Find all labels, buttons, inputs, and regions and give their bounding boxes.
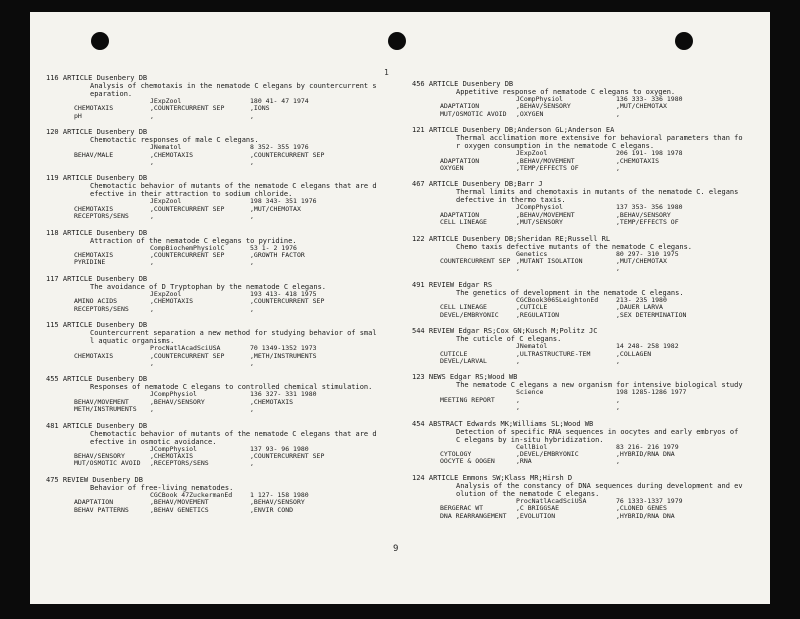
journal-name: JExpZool (150, 290, 182, 298)
keyword-row (412, 219, 764, 226)
keyword-row (46, 399, 402, 406)
keyword-row (412, 103, 764, 110)
entry-heading: 456 ARTICLE Dusenbery DB (412, 80, 514, 88)
entry-title: Thermal acclimation more extensive for behavioral parameters than fo r oxygen consumption in the nematode C elegans. (456, 134, 743, 151)
entry-heading: 123 NEWS Edgar RS;Wood WB (412, 373, 518, 382)
keyword-cell: BEHAV/SENSORY (74, 452, 125, 460)
page-number: 9 (393, 544, 399, 554)
entry-title: The nematode C elegans a new organism for intensive biological study (456, 381, 743, 390)
keyword-cell: ,MUT/CHEMOTAX (616, 258, 667, 266)
document-page (30, 12, 770, 604)
entry-title: Chemotactic behavior of mutants of the nematode C elegans that are d efective in their attraction to sodium chloride. (90, 182, 377, 199)
bibliography-entry (46, 476, 402, 514)
entry-title: Chemotactic responses of male C elegans. (90, 136, 259, 145)
keyword-cell: ,BEHAV/MOVEMENT (516, 157, 575, 165)
keyword-cell: ,CHEMOTAXIS (150, 298, 194, 306)
entry-heading: 467 ARTICLE Dusenbery DB;Barr J (412, 180, 543, 189)
journal-name: ProcNatlAcadSciUSA (150, 345, 221, 353)
keyword-cell: ,COUNTERCURRENT SEP (150, 352, 225, 360)
keyword-cell: CHEMOTAXIS (74, 205, 114, 213)
journal-name: JCompPhysiol (516, 204, 563, 212)
volume-pages-year: 14 248- 258 1982 (616, 343, 679, 351)
entry-title: Chemo taxis defective mutants of the nematode C elegans. (456, 242, 693, 251)
keyword-cell: ,MUT/SENSORY (516, 219, 563, 227)
keyword-cell: ,MUT/CHEMOTAX (616, 103, 667, 111)
keyword-cell: , (250, 213, 254, 221)
keyword-row (412, 212, 764, 219)
bibliography-entry (412, 474, 764, 520)
keyword-row (412, 304, 764, 311)
keyword-cell: CYTOLOGY (440, 450, 472, 458)
keyword-cell: ,COUNTERCURRENT SEP (250, 452, 325, 460)
citation-row (412, 297, 764, 304)
journal-name: ProcNatlAcadSciUSA (516, 497, 587, 505)
entry-heading: 124 ARTICLE Emmons SW;Klass MR;Hirsh D (412, 473, 573, 482)
keyword-cell: ADAPTATION (440, 211, 480, 219)
keyword-cell: DEVEL/LARVAL (440, 357, 487, 365)
entry-title: Chemotactic behavior of mutants of the nematode C elegans that are d efective in osmotic avoidance. (90, 429, 377, 446)
right-column (412, 80, 764, 528)
keyword-cell: , (250, 460, 254, 468)
keyword-cell: ,IONS (250, 105, 270, 113)
bibliography-entry (412, 180, 764, 226)
entry-heading: 475 REVIEW Dusenbery DB (46, 475, 143, 484)
keyword-cell: METH/INSTRUMENTS (74, 406, 137, 414)
keyword-cell: ,GROWTH FACTOR (250, 252, 305, 260)
keyword-cell: , (250, 159, 254, 167)
bibliography-entry (46, 375, 402, 413)
keyword-row (46, 360, 402, 367)
volume-pages-year: 136 327- 331 1980 (250, 391, 317, 399)
bibliography-entry (46, 422, 402, 468)
keyword-cell: ADAPTATION (440, 103, 480, 111)
citation-row (412, 343, 764, 350)
keyword-row (412, 397, 764, 404)
citation-row (46, 245, 402, 252)
keyword-cell: pH (74, 112, 82, 120)
entry-heading: 118 ARTICLE Dusenbery DB (46, 228, 148, 237)
citation-row (46, 144, 402, 151)
keyword-cell: ,BEHAV/SENSORY (250, 499, 305, 507)
bibliography-entry (412, 373, 764, 411)
journal-name: CellBiol (516, 443, 548, 451)
entry-title: The avoidance of D Tryptophan by the nematode C elegans. (90, 282, 327, 291)
keyword-row (412, 158, 764, 165)
punch-hole-left (91, 32, 109, 50)
bibliography-entry (46, 321, 402, 367)
keyword-cell: DNA REARRANGEMENT (440, 512, 507, 520)
citation-row (412, 204, 764, 211)
keyword-row (412, 358, 764, 365)
keyword-cell: ,HYBRID/RNA DNA (616, 512, 675, 520)
entry-heading: 544 REVIEW Edgar RS;Cox GN;Kusch M;Politz JC (412, 327, 598, 336)
citation-row (412, 498, 764, 505)
journal-name: CGCBook3065LeightonEd (516, 296, 599, 304)
keyword-cell: ,CUTICLE (516, 304, 548, 312)
volume-pages-year: 70 1349-1352 1973 (250, 345, 317, 353)
entry-title: Analysis of chemotaxis in the nematode C elegans by countercurrent s eparation. (90, 82, 377, 98)
keyword-cell: ,ULTRASTRUCTURE-TEM (516, 350, 591, 358)
citation-row (412, 150, 764, 157)
bibliography-entry (412, 126, 764, 172)
entry-heading: 115 ARTICLE Dusenbery DB (46, 321, 148, 330)
keyword-cell: , (516, 404, 520, 412)
keyword-cell: ,MUT/CHEMOTAX (250, 205, 301, 213)
citation-row (46, 198, 402, 205)
bibliography-entry (412, 327, 764, 365)
keyword-cell: OXYGEN (440, 165, 464, 173)
keyword-cell: OOCYTE & OOGEN (440, 458, 495, 466)
journal-name: JExpZool (516, 150, 548, 158)
keyword-cell: ,DAUER LARVA (616, 304, 663, 312)
citation-row (46, 291, 402, 298)
keyword-cell: ,COUNTERCURRENT SEP (150, 105, 225, 113)
citation-row (46, 446, 402, 453)
entry-heading: 117 ARTICLE Dusenbery DB (46, 274, 148, 283)
entry-title: Appetitive response of nematode C elegans to oxygen. (456, 88, 676, 96)
volume-pages-year: 1 127- 158 1980 (250, 491, 309, 499)
keyword-row (46, 507, 402, 514)
bibliography-entry (46, 229, 402, 267)
keyword-row (412, 451, 764, 458)
entry-title: Responses of nematode C elegans to controlled chemical stimulation. (90, 383, 373, 392)
keyword-cell: , (250, 359, 254, 367)
keyword-cell: MEETING REPORT (440, 396, 495, 404)
entry-heading: 121 ARTICLE Dusenbery DB;Anderson GL;Anderson EA (412, 126, 615, 135)
keyword-row (46, 159, 402, 166)
keyword-cell: , (616, 396, 620, 404)
keyword-cell: DEVEL/EMBRYONIC (440, 311, 499, 319)
entry-title: Detection of specific RNA sequences in oocytes and early embryos of C elegans by in-situ hybridization. (456, 427, 739, 444)
entry-heading: 122 ARTICLE Dusenbery DB;Sheridan RE;Russell RL (412, 234, 611, 243)
volume-pages-year: 198 1285-1286 1977 (616, 389, 687, 397)
keyword-cell: ,EVOLUTION (516, 512, 556, 520)
entry-title: The genetics of development in the nematode C elegans. (456, 288, 684, 297)
journal-name: JCompPhysiol (516, 96, 563, 103)
bibliography-entry (46, 174, 402, 220)
keyword-cell: , (250, 406, 254, 414)
keyword-cell: CHEMOTAXIS (74, 352, 114, 360)
punch-hole-center (388, 32, 406, 50)
keyword-cell: , (516, 396, 520, 404)
citation-row (46, 492, 402, 499)
keyword-cell: ADAPTATION (74, 499, 114, 507)
volume-pages-year: 193 413- 418 1975 (250, 290, 317, 298)
keyword-cell: , (616, 165, 620, 173)
keyword-row (46, 406, 402, 413)
volume-pages-year: 137 353- 356 1980 (616, 204, 683, 212)
keyword-cell: , (516, 357, 520, 365)
volume-pages-year: 180 41- 47 1974 (250, 98, 309, 105)
keyword-cell: ,METH/INSTRUMENTS (250, 352, 317, 360)
volume-pages-year: 76 1333-1337 1979 (616, 497, 683, 505)
keyword-row (46, 105, 402, 112)
entry-heading: 481 ARTICLE Dusenbery DB (46, 421, 148, 430)
entry-title: Analysis of the constancy of DNA sequences during development and ev olution of the nematode C elegans. (456, 481, 743, 498)
keyword-row (46, 298, 402, 305)
keyword-cell: PYRIDINE (74, 259, 106, 267)
keyword-cell: ,BEHAV GENETICS (150, 506, 209, 514)
keyword-cell: AMINO ACIDS (74, 298, 118, 306)
keyword-cell: ,BEHAV/MOVEMENT (516, 211, 575, 219)
keyword-cell: RECEPTORS/SENS (74, 213, 129, 221)
keyword-cell: ,COUNTERCURRENT SEP (150, 205, 225, 213)
punch-hole-right (675, 32, 693, 50)
entry-heading: 454 ABSTRACT Edwards MK;Williams SL;Wood WB (412, 419, 594, 428)
keyword-cell: ,BEHAV/SENSORY (616, 211, 671, 219)
keyword-cell: ,BEHAV/SENSORY (516, 103, 571, 111)
keyword-cell: ,REGULATION (516, 311, 560, 319)
citation-row (46, 98, 402, 105)
keyword-cell: MUT/OSMOTIC AVOID (74, 460, 141, 468)
citation-row (412, 251, 764, 258)
keyword-row (412, 312, 764, 319)
volume-pages-year: 137 93- 96 1980 (250, 445, 309, 453)
keyword-cell: ,BEHAV/MOVEMENT (150, 499, 209, 507)
keyword-cell: , (150, 406, 154, 414)
keyword-cell: , (150, 259, 154, 267)
keyword-cell: ,COUNTERCURRENT SEP (250, 298, 325, 306)
keyword-cell: RECEPTORS/SENS (74, 305, 129, 313)
keyword-cell: ,C BRIGGSAE (516, 505, 560, 513)
entry-title: Attraction of the nematode C elegans to pyridine. (90, 236, 297, 245)
keyword-row (412, 265, 764, 272)
volume-pages-year: 206 191- 198 1978 (616, 150, 683, 158)
entry-heading: 119 ARTICLE Dusenbery DB (46, 174, 148, 183)
bibliography-entry (412, 80, 764, 118)
keyword-row (46, 499, 402, 506)
keyword-cell: ,RECEPTORS/SENS (150, 460, 209, 468)
keyword-cell: ,CHEMOTAXIS (250, 398, 294, 406)
keyword-row (412, 404, 764, 411)
keyword-cell: BEHAV/MOVEMENT (74, 398, 129, 406)
keyword-row (412, 258, 764, 265)
keyword-row (412, 351, 764, 358)
volume-pages-year: 198 343- 351 1976 (250, 198, 317, 206)
keyword-cell: ,MUTANT ISOLATION (516, 258, 583, 266)
keyword-cell: ,BEHAV/SENSORY (150, 398, 205, 406)
bibliography-entry (412, 235, 764, 273)
keyword-cell: CHEMOTAXIS (74, 252, 114, 260)
journal-name: JExpZool (150, 98, 182, 105)
entry-heading: 116 ARTICLE Dusenbery DB (46, 74, 148, 82)
keyword-cell: ,COLLAGEN (616, 350, 652, 358)
keyword-row (46, 113, 402, 120)
keyword-row (412, 165, 764, 172)
keyword-row (46, 152, 402, 159)
keyword-cell: , (616, 404, 620, 412)
keyword-cell: , (150, 359, 154, 367)
entry-title: Thermal limits and chemotaxis in mutants of the nematode C. elegans defective in thermo taxis. (456, 188, 739, 205)
journal-name: JCompPhysiol (150, 445, 197, 453)
volume-pages-year: 53 1- 2 1976 (250, 244, 297, 252)
keyword-cell: ,RNA (516, 458, 532, 466)
citation-row (412, 389, 764, 396)
volume-pages-year: 83 216- 216 1979 (616, 443, 679, 451)
top-mark: 1 (384, 68, 389, 77)
journal-name: JExpZool (150, 198, 182, 206)
keyword-cell: CHEMOTAXIS (74, 105, 114, 113)
journal-name: JCompPhysiol (150, 391, 197, 399)
bibliography-entry (412, 281, 764, 319)
keyword-cell: , (516, 265, 520, 273)
keyword-cell: , (150, 305, 154, 313)
volume-pages-year: 8 352- 355 1976 (250, 144, 309, 152)
keyword-cell: , (616, 458, 620, 466)
keyword-cell: ,SEX DETERMINATION (616, 311, 687, 319)
keyword-cell: , (150, 213, 154, 221)
keyword-cell: ,OXYGEN (516, 110, 544, 118)
volume-pages-year: 80 297- 310 1975 (616, 250, 679, 258)
left-column (46, 74, 402, 522)
keyword-row (46, 259, 402, 266)
keyword-row (412, 458, 764, 465)
entry-title: Countercurrent separation a new method for studying behavior of smal l aquatic organisms. (90, 329, 377, 346)
citation-row (412, 444, 764, 451)
keyword-row (412, 513, 764, 520)
bibliography-entry (46, 74, 402, 120)
volume-pages-year: 213- 235 1980 (616, 296, 667, 304)
keyword-row (46, 213, 402, 220)
keyword-row (46, 206, 402, 213)
keyword-cell: BEHAV PATTERNS (74, 506, 129, 514)
keyword-row (46, 460, 402, 467)
bibliography-entry (412, 420, 764, 466)
keyword-row (46, 353, 402, 360)
keyword-cell: CUTICLE (440, 350, 468, 358)
keyword-row (46, 453, 402, 460)
keyword-row (46, 306, 402, 313)
keyword-cell: BERGERAC WT (440, 505, 484, 513)
keyword-cell: , (250, 305, 254, 313)
keyword-cell: ,ENVIR COND (250, 506, 294, 514)
keyword-cell: , (250, 112, 254, 120)
keyword-cell: ,CHEMOTAXIS (150, 151, 194, 159)
keyword-cell: , (616, 265, 620, 273)
keyword-cell: ,CLONED GENES (616, 505, 667, 513)
entry-title: The cuticle of C elegans. (456, 335, 562, 344)
keyword-cell: MUT/OSMOTIC AVOID (440, 110, 507, 118)
entry-heading: 491 REVIEW Edgar RS (412, 280, 493, 289)
journal-name: Genetics (516, 250, 548, 258)
volume-pages-year: 136 333- 336 1980 (616, 96, 683, 103)
keyword-row (46, 252, 402, 259)
keyword-cell: CELL LINEAGE (440, 219, 487, 227)
journal-name: Science (516, 389, 544, 397)
keyword-row (412, 111, 764, 118)
keyword-cell: ,CHEMOTAXIS (150, 452, 194, 460)
keyword-cell: , (150, 159, 154, 167)
keyword-cell: , (150, 112, 154, 120)
keyword-cell: , (616, 110, 620, 118)
bibliography-entry (46, 275, 402, 313)
keyword-cell: ,COUNTERCURRENT SEP (250, 151, 325, 159)
bibliography-entry (46, 128, 402, 166)
journal-name: CGCBook 47ZuckermanEd (150, 491, 233, 499)
keyword-cell: ,COUNTERCURRENT SEP (150, 252, 225, 260)
keyword-cell: COUNTERCURRENT SEP (440, 258, 511, 266)
entry-heading: 120 ARTICLE Dusenbery DB (46, 128, 148, 137)
citation-row (46, 345, 402, 352)
keyword-cell: ,DEVEL/EMBRYONIC (516, 450, 579, 458)
journal-name: JNematol (150, 144, 182, 152)
entry-title: Behavior of free-living nematodes. (90, 483, 234, 492)
keyword-cell: BEHAV/MALE (74, 151, 114, 159)
keyword-cell: , (250, 259, 254, 267)
keyword-cell: ,HYBRID/RNA DNA (616, 450, 675, 458)
keyword-cell: CELL LINEAGE (440, 304, 487, 312)
citation-row (412, 96, 764, 103)
keyword-cell: ADAPTATION (440, 157, 480, 165)
journal-name: CompBiochemPhysiolC (150, 244, 225, 252)
citation-row (46, 391, 402, 398)
keyword-cell: ,TEMP/EFFECTS OF (516, 165, 579, 173)
keyword-cell: , (616, 357, 620, 365)
keyword-row (412, 505, 764, 512)
journal-name: JNematol (516, 343, 548, 351)
keyword-cell: ,CHEMOTAXIS (616, 157, 660, 165)
entry-heading: 455 ARTICLE Dusenbery DB (46, 375, 148, 384)
keyword-cell: ,TEMP/EFFECTS OF (616, 219, 679, 227)
